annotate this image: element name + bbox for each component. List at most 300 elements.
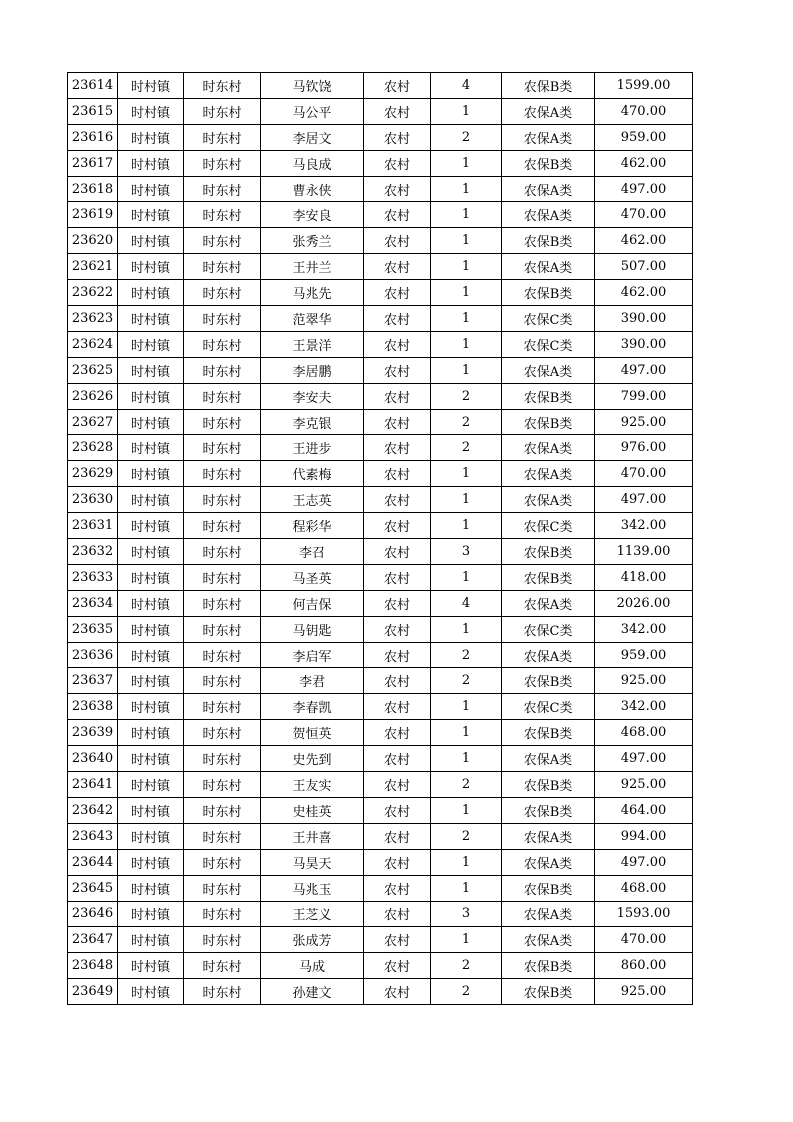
household-count-cell: 1 xyxy=(431,357,502,383)
area-type-cell: 农村 xyxy=(364,772,431,798)
insurance-category-cell: 农保A类 xyxy=(502,254,595,280)
person-name-cell: 李启军 xyxy=(261,642,364,668)
row-id-cell: 23639 xyxy=(68,720,118,746)
person-name-cell: 王友实 xyxy=(261,772,364,798)
insurance-category-cell: 农保A类 xyxy=(502,357,595,383)
household-count-cell: 1 xyxy=(431,461,502,487)
area-type-cell: 农村 xyxy=(364,513,431,539)
insurance-category-cell: 农保B类 xyxy=(502,539,595,565)
row-id-cell: 23620 xyxy=(68,228,118,254)
table-row xyxy=(68,331,693,357)
household-count-cell: 1 xyxy=(431,306,502,332)
row-id-cell: 23648 xyxy=(68,953,118,979)
person-name-cell: 何吉保 xyxy=(261,590,364,616)
village-cell: 时东村 xyxy=(184,331,261,357)
person-name-cell: 曹永侠 xyxy=(261,176,364,202)
person-name-cell: 李居文 xyxy=(261,124,364,150)
area-type-cell: 农村 xyxy=(364,202,431,228)
amount-cell: 994.00 xyxy=(595,823,693,849)
town-cell: 时村镇 xyxy=(118,228,184,254)
village-cell: 时东村 xyxy=(184,73,261,99)
person-name-cell: 马钥匙 xyxy=(261,616,364,642)
household-count-cell: 1 xyxy=(431,694,502,720)
insurance-category-cell: 农保C类 xyxy=(502,616,595,642)
amount-cell: 497.00 xyxy=(595,357,693,383)
household-count-cell: 1 xyxy=(431,202,502,228)
table-row xyxy=(68,823,693,849)
person-name-cell: 王志英 xyxy=(261,487,364,513)
insurance-category-cell: 农保A类 xyxy=(502,901,595,927)
town-cell: 时村镇 xyxy=(118,331,184,357)
insurance-category-cell: 农保B类 xyxy=(502,150,595,176)
table-row xyxy=(68,461,693,487)
area-type-cell: 农村 xyxy=(364,306,431,332)
village-cell: 时东村 xyxy=(184,668,261,694)
amount-cell: 342.00 xyxy=(595,694,693,720)
household-count-cell: 1 xyxy=(431,280,502,306)
amount-cell: 497.00 xyxy=(595,176,693,202)
table-row xyxy=(68,901,693,927)
row-id-cell: 23619 xyxy=(68,202,118,228)
town-cell: 时村镇 xyxy=(118,564,184,590)
amount-cell: 462.00 xyxy=(595,280,693,306)
area-type-cell: 农村 xyxy=(364,979,431,1005)
insurance-category-cell: 农保B类 xyxy=(502,953,595,979)
row-id-cell: 23627 xyxy=(68,409,118,435)
town-cell: 时村镇 xyxy=(118,953,184,979)
row-id-cell: 23640 xyxy=(68,746,118,772)
row-id-cell: 23630 xyxy=(68,487,118,513)
row-id-cell: 23614 xyxy=(68,73,118,99)
area-type-cell: 农村 xyxy=(364,487,431,513)
area-type-cell: 农村 xyxy=(364,901,431,927)
town-cell: 时村镇 xyxy=(118,927,184,953)
insurance-category-cell: 农保B类 xyxy=(502,979,595,1005)
area-type-cell: 农村 xyxy=(364,875,431,901)
table-row xyxy=(68,590,693,616)
row-id-cell: 23626 xyxy=(68,383,118,409)
row-id-cell: 23623 xyxy=(68,306,118,332)
area-type-cell: 农村 xyxy=(364,331,431,357)
row-id-cell: 23643 xyxy=(68,823,118,849)
insurance-category-cell: 农保B类 xyxy=(502,409,595,435)
insurance-category-cell: 农保A类 xyxy=(502,124,595,150)
town-cell: 时村镇 xyxy=(118,590,184,616)
row-id-cell: 23632 xyxy=(68,539,118,565)
person-name-cell: 张秀兰 xyxy=(261,228,364,254)
town-cell: 时村镇 xyxy=(118,124,184,150)
village-cell: 时东村 xyxy=(184,616,261,642)
table-row xyxy=(68,73,693,99)
town-cell: 时村镇 xyxy=(118,772,184,798)
town-cell: 时村镇 xyxy=(118,150,184,176)
town-cell: 时村镇 xyxy=(118,383,184,409)
insurance-category-cell: 农保B类 xyxy=(502,875,595,901)
person-name-cell: 马圣英 xyxy=(261,564,364,590)
town-cell: 时村镇 xyxy=(118,797,184,823)
row-id-cell: 23628 xyxy=(68,435,118,461)
town-cell: 时村镇 xyxy=(118,720,184,746)
village-cell: 时东村 xyxy=(184,357,261,383)
village-cell: 时东村 xyxy=(184,875,261,901)
person-name-cell: 孙建文 xyxy=(261,979,364,1005)
amount-cell: 470.00 xyxy=(595,927,693,953)
row-id-cell: 23617 xyxy=(68,150,118,176)
town-cell: 时村镇 xyxy=(118,409,184,435)
village-cell: 时东村 xyxy=(184,124,261,150)
amount-cell: 1593.00 xyxy=(595,901,693,927)
area-type-cell: 农村 xyxy=(364,461,431,487)
town-cell: 时村镇 xyxy=(118,539,184,565)
insurance-category-cell: 农保B类 xyxy=(502,772,595,798)
person-name-cell: 李春凯 xyxy=(261,694,364,720)
household-count-cell: 1 xyxy=(431,720,502,746)
person-name-cell: 代素梅 xyxy=(261,461,364,487)
table-row xyxy=(68,176,693,202)
amount-cell: 925.00 xyxy=(595,409,693,435)
person-name-cell: 马良成 xyxy=(261,150,364,176)
town-cell: 时村镇 xyxy=(118,357,184,383)
row-id-cell: 23646 xyxy=(68,901,118,927)
town-cell: 时村镇 xyxy=(118,487,184,513)
person-name-cell: 贺恒英 xyxy=(261,720,364,746)
amount-cell: 497.00 xyxy=(595,746,693,772)
insurance-category-cell: 农保B类 xyxy=(502,383,595,409)
insurance-category-cell: 农保A类 xyxy=(502,435,595,461)
town-cell: 时村镇 xyxy=(118,668,184,694)
area-type-cell: 农村 xyxy=(364,124,431,150)
data-table xyxy=(67,72,693,1005)
amount-cell: 860.00 xyxy=(595,953,693,979)
amount-cell: 925.00 xyxy=(595,668,693,694)
amount-cell: 959.00 xyxy=(595,124,693,150)
area-type-cell: 农村 xyxy=(364,435,431,461)
village-cell: 时东村 xyxy=(184,228,261,254)
insurance-category-cell: 农保A类 xyxy=(502,487,595,513)
household-count-cell: 2 xyxy=(431,979,502,1005)
area-type-cell: 农村 xyxy=(364,590,431,616)
household-count-cell: 3 xyxy=(431,901,502,927)
village-cell: 时东村 xyxy=(184,901,261,927)
table-row xyxy=(68,228,693,254)
village-cell: 时东村 xyxy=(184,772,261,798)
row-id-cell: 23615 xyxy=(68,98,118,124)
town-cell: 时村镇 xyxy=(118,823,184,849)
person-name-cell: 范翠华 xyxy=(261,306,364,332)
row-id-cell: 23633 xyxy=(68,564,118,590)
insurance-category-cell: 农保C类 xyxy=(502,694,595,720)
town-cell: 时村镇 xyxy=(118,176,184,202)
area-type-cell: 农村 xyxy=(364,228,431,254)
insurance-category-cell: 农保A类 xyxy=(502,823,595,849)
village-cell: 时东村 xyxy=(184,202,261,228)
area-type-cell: 农村 xyxy=(364,383,431,409)
row-id-cell: 23622 xyxy=(68,280,118,306)
amount-cell: 418.00 xyxy=(595,564,693,590)
area-type-cell: 农村 xyxy=(364,150,431,176)
amount-cell: 976.00 xyxy=(595,435,693,461)
row-id-cell: 23647 xyxy=(68,927,118,953)
insurance-category-cell: 农保C类 xyxy=(502,513,595,539)
insurance-category-cell: 农保B类 xyxy=(502,280,595,306)
person-name-cell: 马钦饶 xyxy=(261,73,364,99)
table-row xyxy=(68,797,693,823)
table-row xyxy=(68,487,693,513)
person-name-cell: 史先到 xyxy=(261,746,364,772)
insurance-category-cell: 农保A类 xyxy=(502,461,595,487)
town-cell: 时村镇 xyxy=(118,254,184,280)
household-count-cell: 1 xyxy=(431,254,502,280)
area-type-cell: 农村 xyxy=(364,357,431,383)
household-count-cell: 3 xyxy=(431,539,502,565)
household-count-cell: 1 xyxy=(431,564,502,590)
insurance-category-cell: 农保C类 xyxy=(502,306,595,332)
household-count-cell: 2 xyxy=(431,383,502,409)
town-cell: 时村镇 xyxy=(118,202,184,228)
table-row xyxy=(68,694,693,720)
area-type-cell: 农村 xyxy=(364,280,431,306)
area-type-cell: 农村 xyxy=(364,797,431,823)
insurance-category-cell: 农保B类 xyxy=(502,797,595,823)
amount-cell: 959.00 xyxy=(595,642,693,668)
area-type-cell: 农村 xyxy=(364,73,431,99)
village-cell: 时东村 xyxy=(184,720,261,746)
village-cell: 时东村 xyxy=(184,461,261,487)
town-cell: 时村镇 xyxy=(118,979,184,1005)
household-count-cell: 1 xyxy=(431,487,502,513)
row-id-cell: 23645 xyxy=(68,875,118,901)
person-name-cell: 李召 xyxy=(261,539,364,565)
row-id-cell: 23642 xyxy=(68,797,118,823)
household-count-cell: 2 xyxy=(431,409,502,435)
person-name-cell: 马公平 xyxy=(261,98,364,124)
village-cell: 时东村 xyxy=(184,953,261,979)
village-cell: 时东村 xyxy=(184,849,261,875)
area-type-cell: 农村 xyxy=(364,849,431,875)
insurance-category-cell: 农保A类 xyxy=(502,176,595,202)
amount-cell: 497.00 xyxy=(595,849,693,875)
table-row xyxy=(68,979,693,1005)
village-cell: 时东村 xyxy=(184,150,261,176)
village-cell: 时东村 xyxy=(184,176,261,202)
village-cell: 时东村 xyxy=(184,746,261,772)
household-count-cell: 2 xyxy=(431,823,502,849)
insurance-category-cell: 农保A类 xyxy=(502,927,595,953)
amount-cell: 462.00 xyxy=(595,228,693,254)
amount-cell: 1139.00 xyxy=(595,539,693,565)
person-name-cell: 王芝义 xyxy=(261,901,364,927)
table-row xyxy=(68,98,693,124)
area-type-cell: 农村 xyxy=(364,953,431,979)
village-cell: 时东村 xyxy=(184,823,261,849)
row-id-cell: 23621 xyxy=(68,254,118,280)
town-cell: 时村镇 xyxy=(118,746,184,772)
table-row xyxy=(68,150,693,176)
table-row xyxy=(68,409,693,435)
amount-cell: 470.00 xyxy=(595,98,693,124)
row-id-cell: 23644 xyxy=(68,849,118,875)
insurance-category-cell: 农保A类 xyxy=(502,849,595,875)
table-row xyxy=(68,746,693,772)
town-cell: 时村镇 xyxy=(118,901,184,927)
person-name-cell: 马成 xyxy=(261,953,364,979)
person-name-cell: 王井兰 xyxy=(261,254,364,280)
table-row xyxy=(68,849,693,875)
insurance-category-cell: 农保B类 xyxy=(502,564,595,590)
table-row xyxy=(68,875,693,901)
area-type-cell: 农村 xyxy=(364,98,431,124)
household-count-cell: 1 xyxy=(431,797,502,823)
town-cell: 时村镇 xyxy=(118,280,184,306)
person-name-cell: 李安夫 xyxy=(261,383,364,409)
table-row xyxy=(68,280,693,306)
household-count-cell: 1 xyxy=(431,98,502,124)
person-name-cell: 马昊天 xyxy=(261,849,364,875)
insurance-category-cell: 农保B类 xyxy=(502,228,595,254)
household-count-cell: 2 xyxy=(431,772,502,798)
household-count-cell: 1 xyxy=(431,616,502,642)
town-cell: 时村镇 xyxy=(118,461,184,487)
row-id-cell: 23641 xyxy=(68,772,118,798)
insurance-category-cell: 农保B类 xyxy=(502,720,595,746)
village-cell: 时东村 xyxy=(184,590,261,616)
row-id-cell: 23637 xyxy=(68,668,118,694)
village-cell: 时东村 xyxy=(184,564,261,590)
village-cell: 时东村 xyxy=(184,927,261,953)
insurance-category-cell: 农保A类 xyxy=(502,746,595,772)
table-row xyxy=(68,668,693,694)
area-type-cell: 农村 xyxy=(364,823,431,849)
village-cell: 时东村 xyxy=(184,513,261,539)
row-id-cell: 23634 xyxy=(68,590,118,616)
amount-cell: 925.00 xyxy=(595,979,693,1005)
village-cell: 时东村 xyxy=(184,254,261,280)
table-row xyxy=(68,772,693,798)
amount-cell: 390.00 xyxy=(595,331,693,357)
table-row xyxy=(68,564,693,590)
town-cell: 时村镇 xyxy=(118,435,184,461)
row-id-cell: 23636 xyxy=(68,642,118,668)
amount-cell: 2026.00 xyxy=(595,590,693,616)
household-count-cell: 2 xyxy=(431,668,502,694)
area-type-cell: 农村 xyxy=(364,720,431,746)
amount-cell: 390.00 xyxy=(595,306,693,332)
village-cell: 时东村 xyxy=(184,539,261,565)
insurance-category-cell: 农保A类 xyxy=(502,642,595,668)
table-row xyxy=(68,720,693,746)
person-name-cell: 马兆先 xyxy=(261,280,364,306)
table-row xyxy=(68,513,693,539)
area-type-cell: 农村 xyxy=(364,746,431,772)
table-row xyxy=(68,927,693,953)
area-type-cell: 农村 xyxy=(364,409,431,435)
person-name-cell: 程彩华 xyxy=(261,513,364,539)
insurance-category-cell: 农保C类 xyxy=(502,331,595,357)
area-type-cell: 农村 xyxy=(364,254,431,280)
person-name-cell: 王景洋 xyxy=(261,331,364,357)
amount-cell: 462.00 xyxy=(595,150,693,176)
person-name-cell: 马兆玉 xyxy=(261,875,364,901)
household-count-cell: 1 xyxy=(431,746,502,772)
person-name-cell: 李安良 xyxy=(261,202,364,228)
household-count-cell: 1 xyxy=(431,176,502,202)
table-row xyxy=(68,254,693,280)
household-count-cell: 2 xyxy=(431,953,502,979)
table-row xyxy=(68,616,693,642)
area-type-cell: 农村 xyxy=(364,616,431,642)
row-id-cell: 23625 xyxy=(68,357,118,383)
row-id-cell: 23631 xyxy=(68,513,118,539)
insurance-category-cell: 农保A类 xyxy=(502,590,595,616)
area-type-cell: 农村 xyxy=(364,176,431,202)
row-id-cell: 23624 xyxy=(68,331,118,357)
insurance-category-cell: 农保B类 xyxy=(502,668,595,694)
town-cell: 时村镇 xyxy=(118,849,184,875)
household-count-cell: 4 xyxy=(431,73,502,99)
household-count-cell: 1 xyxy=(431,927,502,953)
amount-cell: 799.00 xyxy=(595,383,693,409)
amount-cell: 507.00 xyxy=(595,254,693,280)
village-cell: 时东村 xyxy=(184,642,261,668)
row-id-cell: 23635 xyxy=(68,616,118,642)
village-cell: 时东村 xyxy=(184,306,261,332)
town-cell: 时村镇 xyxy=(118,73,184,99)
amount-cell: 468.00 xyxy=(595,720,693,746)
household-count-cell: 1 xyxy=(431,513,502,539)
amount-cell: 470.00 xyxy=(595,461,693,487)
household-count-cell: 2 xyxy=(431,435,502,461)
table-row xyxy=(68,357,693,383)
area-type-cell: 农村 xyxy=(364,668,431,694)
row-id-cell: 23638 xyxy=(68,694,118,720)
town-cell: 时村镇 xyxy=(118,513,184,539)
row-id-cell: 23649 xyxy=(68,979,118,1005)
person-name-cell: 李克银 xyxy=(261,409,364,435)
table-row xyxy=(68,124,693,150)
area-type-cell: 农村 xyxy=(364,927,431,953)
household-count-cell: 1 xyxy=(431,228,502,254)
area-type-cell: 农村 xyxy=(364,694,431,720)
amount-cell: 464.00 xyxy=(595,797,693,823)
village-cell: 时东村 xyxy=(184,487,261,513)
row-id-cell: 23629 xyxy=(68,461,118,487)
amount-cell: 1599.00 xyxy=(595,73,693,99)
table-row xyxy=(68,306,693,332)
town-cell: 时村镇 xyxy=(118,875,184,901)
area-type-cell: 农村 xyxy=(364,539,431,565)
row-id-cell: 23616 xyxy=(68,124,118,150)
row-id-cell: 23618 xyxy=(68,176,118,202)
town-cell: 时村镇 xyxy=(118,98,184,124)
village-cell: 时东村 xyxy=(184,435,261,461)
person-name-cell: 王进步 xyxy=(261,435,364,461)
person-name-cell: 李君 xyxy=(261,668,364,694)
insurance-category-cell: 农保B类 xyxy=(502,73,595,99)
town-cell: 时村镇 xyxy=(118,694,184,720)
person-name-cell: 张成芳 xyxy=(261,927,364,953)
household-count-cell: 1 xyxy=(431,849,502,875)
village-cell: 时东村 xyxy=(184,797,261,823)
amount-cell: 925.00 xyxy=(595,772,693,798)
town-cell: 时村镇 xyxy=(118,642,184,668)
amount-cell: 468.00 xyxy=(595,875,693,901)
household-count-cell: 2 xyxy=(431,642,502,668)
table-row xyxy=(68,435,693,461)
village-cell: 时东村 xyxy=(184,280,261,306)
amount-cell: 342.00 xyxy=(595,616,693,642)
table-body xyxy=(68,73,693,1005)
table-row xyxy=(68,539,693,565)
